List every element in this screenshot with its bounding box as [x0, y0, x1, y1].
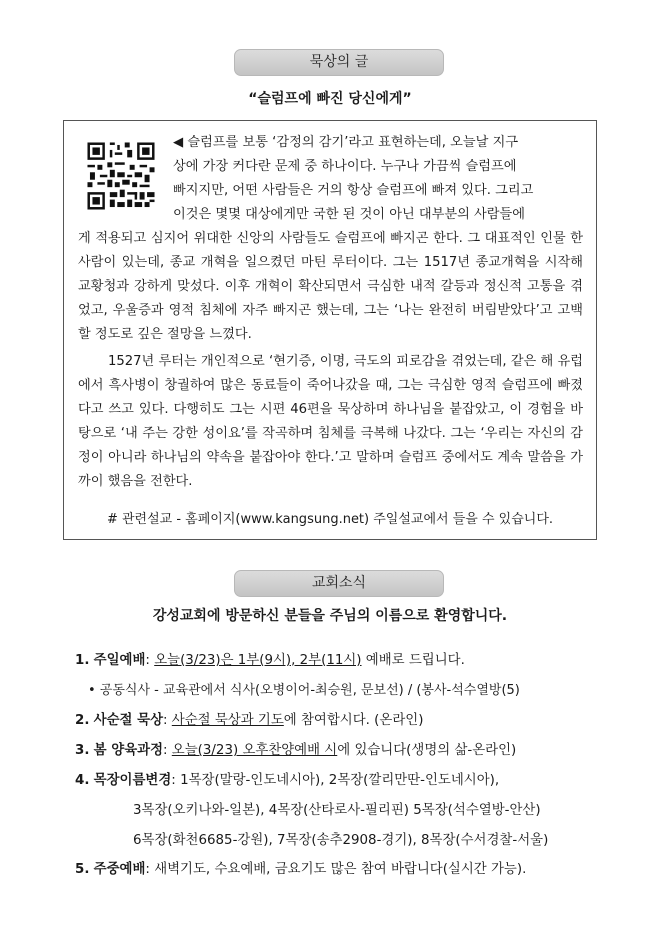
item4-line-1: : 1목장(말랑-인도네시아), 2목장(깔리만딴-인도네시아), — [171, 773, 500, 788]
item5-num: 5. — [75, 862, 90, 877]
item3-num: 3. — [75, 743, 90, 758]
news-header: 교회소식 — [234, 570, 444, 597]
p1-rest: 게 적용되고 심지어 위대한 신앙의 사람들도 슬럼프에 빠지곤 한다. 그 대표적인 인물 한 사람이 있는데, 종교 개혁을 일으켰던 마틴 루터이다. 그는 1517년 종교개혁을 시작해 교황청과 강하게 맞섰다. 이후 개혁이 확산되면서 극심한 내적 갈등과 정신적 고통을 겪었고, 우울증과 영적 침체에 자주 빠지곤 했는데, 그는 ‘나는 완전히 버림받았다’고 고백할 정도로 깊은 절망을 느꼈다. — [78, 231, 583, 342]
sermon-reference: # 관련설교 - 홈페이지(www.kangsung.net) 주일설교에서 들을 수 있습니다. — [106, 512, 554, 527]
item2-num: 2. — [75, 713, 90, 728]
p1-line-2: 상에 가장 커다란 문제 중 하나이다. 누구나 가끔씩 슬럼프에 — [173, 159, 517, 174]
meditation-paragraph-2: 1527년 루터는 개인적으로 ‘현기증, 이명, 극도의 피로감을 겪었는데, 같은 해 유럽에서 흑사병이 창궐하여 많은 동료들이 죽어나갔을 때, 그는 극심한 영적 슬럼프에 빠졌다고 쓰고 있다. 다행히도 그는 시편 46편을 묵상하며 하나님을 붙잡았고, 이 경험을 바탕으로 ‘내 주는 강한 성이요’를 작곡하며 침체를 극복해 나갔다. 그는 ‘우리는 자신의 감정이 아니라 하나님의 약속을 붙잡아야 한다.’고 말하며 슬럼프 중에서도 계속 말씀을 가까이 했음을 전한다. — [78, 354, 583, 489]
news-item-1 — [75, 649, 465, 673]
meditation-title: “슬럼프에 빠진 당신에게” — [248, 91, 412, 107]
item2-label: 사순절 묵상 — [93, 713, 164, 728]
p1-line-3: 빠지지만, 어떤 사람들은 거의 항상 슬럼프에 빠져 있다. 그리고 — [173, 183, 534, 198]
item3-rest: 에 있습니다(생명의 삶-온라인) — [337, 743, 517, 758]
item3-colon: : — [163, 743, 172, 758]
item1-underlined: 오늘(3/23)은 1부(9시), 2부(11시) — [154, 653, 362, 668]
news-item-4-line-2: 3목장(오키나와-일본), 4목장(산타로사-필리핀) 5목장(석수열방-안산) — [133, 803, 541, 818]
item4-num: 4. — [75, 773, 90, 788]
news-item-2 — [75, 709, 423, 733]
item2-rest: 에 참여합시다. (온라인) — [283, 713, 424, 728]
p1-line-4: 이것은 몇몇 대상에게만 국한 된 것이 아닌 대부분의 사람들에 — [173, 207, 526, 222]
item1-num: 1. — [75, 653, 90, 668]
item2-underlined: 사순절 묵상과 기도 — [171, 713, 284, 728]
item5-label: 주중예배 — [93, 862, 146, 877]
item2-colon: : — [163, 713, 172, 728]
item1-colon: : — [145, 653, 155, 668]
item3-underlined: 오늘(3/23) 오후찬양예배 시 — [171, 743, 338, 758]
item4-label: 목장이름변경 — [93, 773, 172, 788]
news-item-3 — [75, 739, 516, 763]
item1-rest: 예배로 드립니다. — [361, 653, 465, 668]
news-item-4-line-3: 6목장(화천6685-강원), 7목장(송추2908-경기), 8목장(수서경찰-서울) — [133, 833, 549, 848]
news-item-4 — [75, 769, 499, 793]
item1-label: 주일예배 — [93, 653, 146, 668]
welcome-message: 강성교회에 방문하신 분들을 주님의 이름으로 환영합니다. — [152, 608, 508, 624]
news-item-1-sub: • 공동식사 - 교육관에서 식사(오병이어-최승원, 문보선) / (봉사-석수열방(5) — [88, 683, 520, 698]
meditation-header: 묵상의 글 — [234, 49, 444, 76]
news-item-5 — [75, 858, 526, 882]
item3-label: 봄 양육과정 — [93, 743, 164, 758]
item5-rest: : 새벽기도, 수요예배, 금요기도 많은 참여 바랍니다(실시간 가능). — [145, 862, 527, 877]
meditation-paragraph-1 — [78, 131, 583, 347]
p1-line-1: ◀ 슬럼프를 보통 ‘감정의 감기’라고 표현하는데, 오늘날 지구 — [173, 135, 519, 150]
